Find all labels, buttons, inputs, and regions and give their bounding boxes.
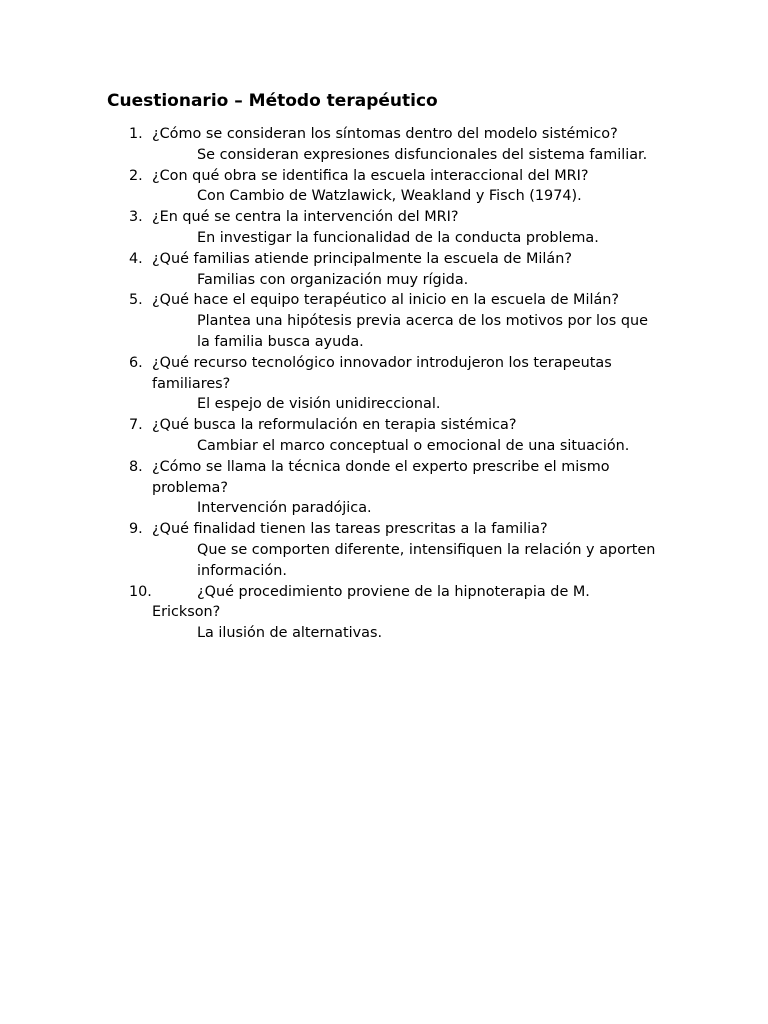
question-number: 4. (129, 250, 143, 267)
question-text: ¿Cómo se consideran los síntomas dentro del modelo sistémico? (152, 126, 618, 142)
list-item (0, 207, 768, 249)
question-number: 9. (129, 521, 143, 538)
question-number: 2. (129, 167, 143, 184)
question-number: 8. (129, 458, 143, 475)
list-item (0, 166, 768, 208)
answer-text: Familias con organización muy rígida. (197, 271, 469, 288)
list-item (0, 290, 768, 352)
document-title: Cuestionario – Método terapéutico (107, 91, 438, 111)
question-text: ¿En qué se centra la intervención del MRI? (152, 209, 459, 226)
question-text: ¿Qué finalidad tienen las tareas prescritas a la familia? (152, 521, 548, 538)
list-item (0, 582, 768, 644)
answer-text: La ilusión de alternativas. (197, 625, 383, 642)
list-item (0, 519, 768, 581)
answer-text: Plantea una hipótesis previa acerca de los motivos por los que la familia busca ayuda. (197, 313, 648, 350)
question-text: ¿Qué familias atiende principalmente la escuela de Milán? (152, 250, 572, 267)
question-text: ¿Qué procedimiento proviene de la hipnoterapia de M. Erickson? (152, 583, 590, 621)
question-text: ¿Qué recurso tecnológico innovador introdujeron los terapeutas familiares? (152, 354, 612, 392)
list-item (0, 249, 768, 291)
question-number: 7. (129, 417, 143, 434)
question-list (0, 124, 768, 644)
list-item (0, 457, 768, 519)
list-item (0, 415, 768, 457)
answer-text: En investigar la funcionalidad de la conducta problema. (197, 229, 599, 246)
question-text: ¿Cómo se llama la técnica donde el experto prescribe el mismo problema? (152, 458, 610, 496)
answer-text: Con Cambio de Watzlawick, Weakland y Fisch (1974). (197, 188, 582, 205)
answer-text: Cambiar el marco conceptual o emocional de una situación. (197, 437, 630, 454)
answer-text: Se consideran expresiones disfuncionales del sistema familiar. (197, 146, 648, 163)
list-item (0, 353, 768, 415)
question-text: ¿Con qué obra se identifica la escuela interaccional del MRI? (152, 167, 589, 184)
question-text: ¿Qué busca la reformulación en terapia sistémica? (152, 417, 517, 434)
answer-text: Que se comporten diferente, intensifiquen la relación y aporten información. (197, 541, 656, 579)
question-number: 5. (129, 292, 143, 309)
question-number: 1. (129, 126, 143, 142)
question-text: ¿Qué hace el equipo terapéutico al inicio en la escuela de Milán? (152, 292, 620, 309)
question-number: 10. (129, 583, 152, 600)
question-number: 3. (129, 209, 143, 226)
answer-text: Intervención paradójica. (197, 500, 372, 517)
list-item (0, 124, 768, 166)
answer-text: El espejo de visión unidireccional. (197, 396, 441, 413)
question-number: 6. (129, 354, 143, 371)
